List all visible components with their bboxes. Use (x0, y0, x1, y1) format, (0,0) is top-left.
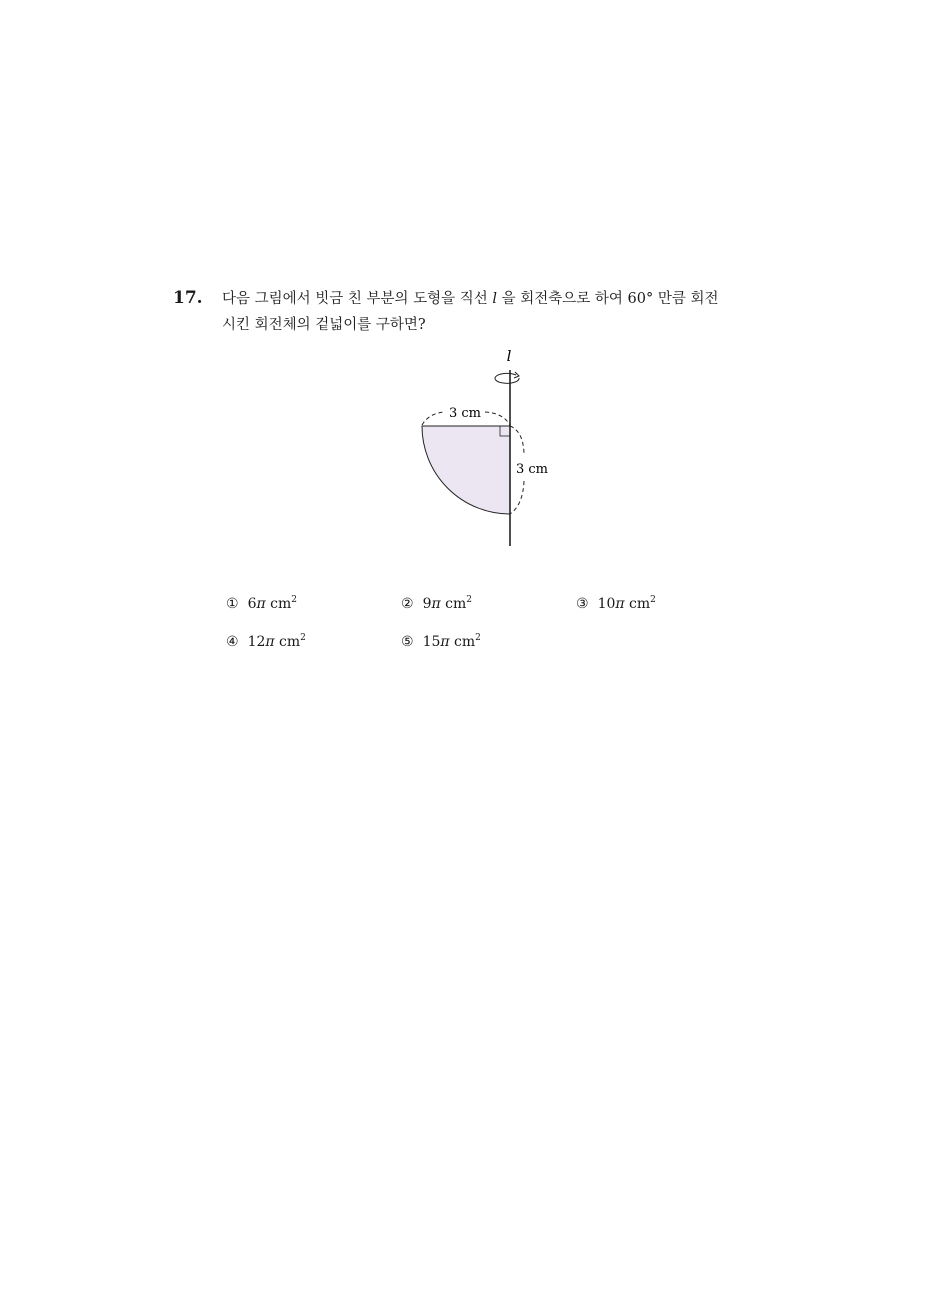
choice-value: 15 (422, 634, 441, 650)
choice-unit: cm (624, 596, 651, 612)
choice-unit: cm (274, 634, 301, 650)
choice-unit: cm (440, 596, 467, 612)
pi-symbol: π (431, 596, 441, 612)
choice-exponent: 2 (291, 595, 297, 605)
figure-svg (405, 345, 565, 555)
rotation-figure (405, 345, 565, 555)
question-text (222, 286, 762, 338)
choice-value: 9 (422, 596, 432, 612)
choice-unit: cm (265, 596, 292, 612)
choice-4[interactable] (226, 634, 306, 650)
choice-value: 6 (247, 596, 257, 612)
choice-unit: cm (449, 634, 476, 650)
pi-symbol: π (615, 596, 625, 612)
axis-label: l (506, 347, 512, 365)
pi-symbol: π (256, 596, 266, 612)
question-text-part-2: 을 회전축으로 하여 60° 만큼 회전 (497, 291, 719, 307)
choice-5[interactable] (401, 634, 481, 650)
top-length-label: 3 cm (448, 406, 482, 421)
choice-mark: ① (226, 596, 239, 612)
choice-mark: ④ (226, 634, 239, 650)
choice-value: 12 (247, 634, 266, 650)
question-text-part-1: 다음 그림에서 빗금 친 부분의 도형을 직선 (222, 291, 493, 307)
choice-exponent: 2 (466, 595, 472, 605)
question-line-1 (222, 286, 762, 312)
axis-variable: l (492, 291, 498, 307)
choice-exponent: 2 (300, 633, 306, 643)
choice-exponent: 2 (650, 595, 656, 605)
pi-symbol: π (265, 634, 275, 650)
choice-mark: ② (401, 596, 414, 612)
choice-3[interactable] (576, 596, 656, 612)
choice-mark: ③ (576, 596, 589, 612)
choice-value: 10 (597, 596, 616, 612)
shaded-quarter-circle (422, 426, 510, 514)
question-number: 17. (173, 288, 203, 308)
question-line-2: 시킨 회전체의 겉넓이를 구하면? (222, 317, 426, 333)
choice-1[interactable] (226, 596, 297, 612)
rotation-arrow-icon (495, 373, 519, 383)
pi-symbol: π (440, 634, 450, 650)
answer-choices (226, 592, 726, 662)
side-length-label: 3 cm (516, 462, 549, 477)
choice-2[interactable] (401, 596, 472, 612)
choice-exponent: 2 (475, 633, 481, 643)
choice-mark: ⑤ (401, 634, 414, 650)
